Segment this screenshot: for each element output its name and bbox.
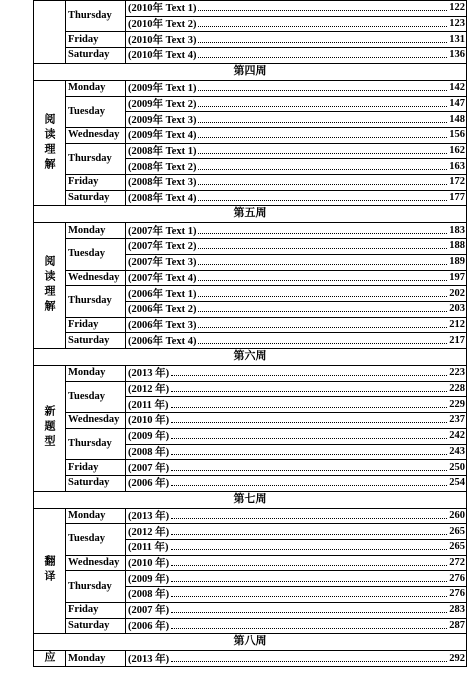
page-number: 163 (449, 160, 465, 172)
dot-leader (171, 661, 447, 662)
dot-leader (171, 596, 447, 597)
entry-label: (2013 年) (128, 368, 170, 380)
dot-leader (171, 628, 447, 629)
day-cell (65, 143, 125, 174)
toc-entry[interactable] (125, 238, 467, 254)
week-header (33, 63, 467, 80)
day-label: Wednesday (68, 557, 120, 569)
dot-leader (171, 534, 447, 535)
toc-entry[interactable] (125, 96, 467, 112)
day-label: Saturday (68, 49, 110, 61)
day-cell (65, 222, 125, 238)
day-cell (65, 190, 125, 206)
day-cell (65, 650, 125, 666)
page-number: 265 (449, 541, 465, 553)
day-label: Monday (68, 224, 106, 236)
page-number: 287 (449, 619, 465, 631)
page-number: 243 (449, 445, 465, 457)
category-label: 新题型 (43, 405, 55, 451)
category-cell (33, 80, 65, 206)
entry-label: (2010年 Text 3) (128, 34, 197, 46)
toc-entry[interactable] (125, 444, 467, 460)
day-label: Friday (68, 176, 99, 188)
page-number: 147 (449, 97, 465, 109)
page-number: 183 (449, 224, 465, 236)
toc-entry[interactable] (125, 555, 467, 571)
entry-label: (2009年 Text 1) (128, 83, 197, 95)
page-number: 203 (449, 303, 465, 315)
page-number: 197 (449, 271, 465, 283)
day-cell (65, 96, 125, 127)
dot-leader (198, 327, 447, 328)
toc-entry[interactable] (125, 222, 467, 238)
day-cell (65, 80, 125, 96)
category-label: 阅读理解 (43, 112, 55, 173)
day-cell (65, 523, 125, 554)
week-header (33, 348, 467, 365)
entry-label: (2007年 Text 2) (128, 241, 197, 253)
day-label: Monday (68, 367, 106, 379)
column-divider (466, 0, 467, 666)
entry-label: (2012 年) (128, 384, 170, 396)
dot-leader (171, 549, 448, 550)
toc-entry[interactable] (125, 332, 467, 348)
day-cell (65, 127, 125, 143)
entry-label: (2008年 Text 3) (128, 177, 197, 189)
week-header (33, 633, 467, 650)
day-label: Monday (68, 652, 106, 664)
page-number: 122 (449, 2, 465, 14)
page-number: 223 (449, 367, 465, 379)
dot-leader (198, 169, 447, 170)
toc-entry[interactable] (125, 47, 467, 63)
toc-entry[interactable] (125, 285, 467, 301)
toc-entry[interactable] (125, 270, 467, 286)
entry-label: (2011 年) (128, 542, 169, 554)
day-label: Monday (68, 82, 106, 94)
day-cell (65, 381, 125, 412)
column-divider (33, 0, 34, 666)
dot-leader (171, 581, 447, 582)
entry-label: (2008 年) (128, 446, 170, 458)
day-label: Tuesday (68, 533, 105, 545)
day-cell (65, 508, 125, 524)
dot-leader (198, 42, 447, 43)
toc-entry[interactable] (125, 16, 467, 32)
entry-label: (2007年 Text 4) (128, 272, 197, 284)
week-title: 第六周 (233, 350, 267, 362)
toc-entry[interactable] (125, 254, 467, 270)
category-label: 翻译 (43, 555, 55, 586)
toc-entry[interactable] (125, 602, 467, 618)
category-cell (33, 508, 65, 634)
column-divider (125, 80, 126, 206)
entry-label: (2006年 Text 1) (128, 288, 197, 300)
category-cell (33, 0, 65, 63)
entry-label: (2013 年) (128, 510, 170, 522)
day-label: Tuesday (68, 390, 105, 402)
column-divider (125, 0, 126, 63)
toc-entry[interactable] (125, 111, 467, 127)
row-divider (33, 666, 467, 667)
dot-leader (171, 422, 447, 423)
page-number: 272 (449, 557, 465, 569)
dot-leader (198, 280, 447, 281)
toc-entry[interactable] (125, 190, 467, 206)
entry-label: (2008年 Text 4) (128, 193, 197, 205)
day-cell (65, 618, 125, 634)
day-label: Saturday (68, 477, 110, 489)
day-label: Saturday (68, 334, 110, 346)
entry-label: (2006 年) (128, 620, 170, 632)
dot-leader (171, 565, 447, 566)
day-label: Thursday (68, 437, 112, 449)
dot-leader (171, 391, 447, 392)
toc-entry[interactable] (125, 31, 467, 47)
day-label: Wednesday (68, 271, 120, 283)
week-title: 第五周 (233, 207, 267, 220)
page-number: 242 (449, 430, 465, 442)
day-cell (65, 428, 125, 459)
category-cell (33, 222, 65, 348)
day-label: Friday (68, 318, 99, 330)
day-label: Tuesday (68, 105, 105, 117)
column-divider (125, 222, 126, 348)
week-header (33, 491, 467, 508)
page-number: 131 (449, 33, 465, 45)
page-number: 250 (449, 461, 465, 473)
day-cell (65, 174, 125, 190)
entry-label: (2009 年) (128, 573, 170, 585)
page-number: 136 (449, 49, 465, 61)
dot-leader (198, 137, 447, 138)
toc-entry[interactable] (125, 396, 467, 412)
dot-leader (171, 612, 447, 613)
dot-leader (198, 153, 447, 154)
dot-leader (198, 200, 447, 201)
entry-label: (2010 年) (128, 415, 170, 427)
entry-label: (2006 年) (128, 478, 170, 490)
entry-label: (2009年 Text 2) (128, 98, 197, 110)
column-divider (65, 0, 66, 63)
dot-leader (198, 264, 447, 265)
category-label: 应 (43, 650, 55, 666)
dot-leader (171, 438, 447, 439)
entry-label: (2009 年) (128, 431, 170, 443)
toc-entry[interactable] (125, 301, 467, 317)
toc-entry[interactable] (125, 428, 467, 444)
day-cell (65, 475, 125, 491)
entry-label: (2007 年) (128, 462, 170, 474)
day-label: Thursday (68, 152, 112, 164)
page-number: 260 (449, 509, 465, 521)
dot-leader (171, 470, 447, 471)
column-divider (65, 650, 66, 666)
toc-entry[interactable] (125, 127, 467, 143)
day-cell (65, 570, 125, 601)
dot-leader (198, 90, 447, 91)
page-number: 237 (449, 414, 465, 426)
dot-leader (198, 106, 447, 107)
toc-entry[interactable] (125, 365, 467, 381)
day-label: Thursday (68, 580, 112, 592)
week-title: 第四周 (233, 64, 267, 77)
page-number: 172 (449, 176, 465, 188)
entry-label: (2008 年) (128, 589, 170, 601)
page-number: 189 (449, 256, 465, 268)
dot-leader (171, 518, 447, 519)
day-label: Friday (68, 461, 99, 473)
week-header (33, 205, 467, 222)
dot-leader (198, 122, 447, 123)
day-cell (65, 270, 125, 286)
day-label: Thursday (68, 10, 112, 22)
toc-entry[interactable] (125, 539, 467, 555)
day-label: Wednesday (68, 129, 120, 141)
dot-leader (198, 311, 447, 312)
dot-leader (198, 248, 447, 249)
page-number: 229 (449, 398, 465, 410)
column-divider (125, 650, 126, 666)
dot-leader (171, 375, 447, 376)
column-divider (65, 222, 66, 348)
day-label: Saturday (68, 192, 110, 204)
column-divider (125, 508, 126, 634)
entry-label: (2008年 Text 1) (128, 145, 197, 157)
dot-leader (198, 184, 447, 185)
page-number: 123 (449, 18, 465, 30)
day-label: Saturday (68, 619, 110, 631)
day-cell (65, 0, 125, 31)
day-label: Friday (68, 33, 99, 45)
toc-entry[interactable] (125, 586, 467, 602)
page-number: 283 (449, 604, 465, 616)
dot-leader (198, 10, 447, 11)
dot-leader (198, 343, 447, 344)
entry-label: (2009年 Text 4) (128, 130, 197, 142)
toc-entry[interactable] (125, 143, 467, 159)
dot-leader (171, 485, 447, 486)
page-number: 228 (449, 383, 465, 395)
toc-entry[interactable] (125, 475, 467, 491)
entry-label: (2011 年) (128, 399, 169, 411)
day-label: Wednesday (68, 414, 120, 426)
toc-entry[interactable] (125, 570, 467, 586)
day-cell (65, 332, 125, 348)
dot-leader (198, 296, 447, 297)
entry-label: (2006年 Text 4) (128, 335, 197, 347)
day-cell (65, 317, 125, 333)
page-number: 202 (449, 287, 465, 299)
dot-leader (171, 407, 448, 408)
toc-entry[interactable] (125, 0, 467, 16)
entry-label: (2007 年) (128, 605, 170, 617)
day-cell (65, 47, 125, 63)
day-cell (65, 555, 125, 571)
page-number: 162 (449, 144, 465, 156)
study-schedule-table (33, 0, 467, 674)
day-cell (65, 459, 125, 475)
dot-leader (171, 454, 447, 455)
toc-entry[interactable] (125, 317, 467, 333)
entry-label: (2010年 Text 1) (128, 3, 197, 15)
toc-entry[interactable] (125, 80, 467, 96)
toc-entry[interactable] (125, 523, 467, 539)
category-cell (33, 650, 65, 666)
day-cell (65, 31, 125, 47)
day-cell (65, 238, 125, 269)
page-number: 156 (449, 129, 465, 141)
page-number: 276 (449, 572, 465, 584)
page-number: 254 (449, 477, 465, 489)
entry-label: (2007年 Text 1) (128, 225, 197, 237)
dot-leader (198, 57, 447, 58)
day-label: Monday (68, 509, 106, 521)
page-number: 142 (449, 82, 465, 94)
toc-entry[interactable] (125, 174, 467, 190)
entry-label: (2009年 Text 3) (128, 114, 197, 126)
day-label: Tuesday (68, 248, 105, 260)
entry-label: (2006年 Text 3) (128, 319, 197, 331)
day-label: Friday (68, 604, 99, 616)
toc-entry[interactable] (125, 412, 467, 428)
page-number: 177 (449, 192, 465, 204)
day-cell (65, 285, 125, 316)
toc-entry[interactable] (125, 618, 467, 634)
day-cell (65, 602, 125, 618)
category-cell (33, 365, 65, 491)
page-number: 276 (449, 588, 465, 600)
page-number: 148 (449, 113, 465, 125)
column-divider (65, 508, 66, 634)
dot-leader (198, 26, 447, 27)
column-divider (65, 80, 66, 206)
page-number: 265 (449, 525, 465, 537)
dot-leader (198, 233, 447, 234)
entry-label: (2013 年) (128, 653, 170, 665)
column-divider (65, 365, 66, 491)
day-cell (65, 412, 125, 428)
entry-label: (2007年 Text 3) (128, 257, 197, 269)
toc-entry[interactable] (125, 381, 467, 397)
entry-label: (2010年 Text 2) (128, 19, 197, 31)
page-number: 188 (449, 240, 465, 252)
category-label: 阅读理解 (43, 255, 55, 316)
toc-entry[interactable] (125, 650, 467, 666)
week-title: 第七周 (233, 492, 267, 505)
page-number: 292 (449, 652, 465, 664)
page-number: 217 (449, 334, 465, 346)
toc-entry[interactable] (125, 158, 467, 174)
entry-label: (2006年 Text 2) (128, 304, 197, 316)
entry-label: (2008年 Text 2) (128, 161, 197, 173)
toc-entry[interactable] (125, 459, 467, 475)
day-cell (65, 365, 125, 381)
page-number: 212 (449, 318, 465, 330)
day-label: Thursday (68, 295, 112, 307)
column-divider (125, 365, 126, 491)
toc-entry[interactable] (125, 508, 467, 524)
entry-label: (2012 年) (128, 526, 170, 538)
entry-label: (2010年 Text 4) (128, 50, 197, 62)
entry-label: (2010 年) (128, 558, 170, 570)
week-title: 第八周 (233, 635, 267, 648)
